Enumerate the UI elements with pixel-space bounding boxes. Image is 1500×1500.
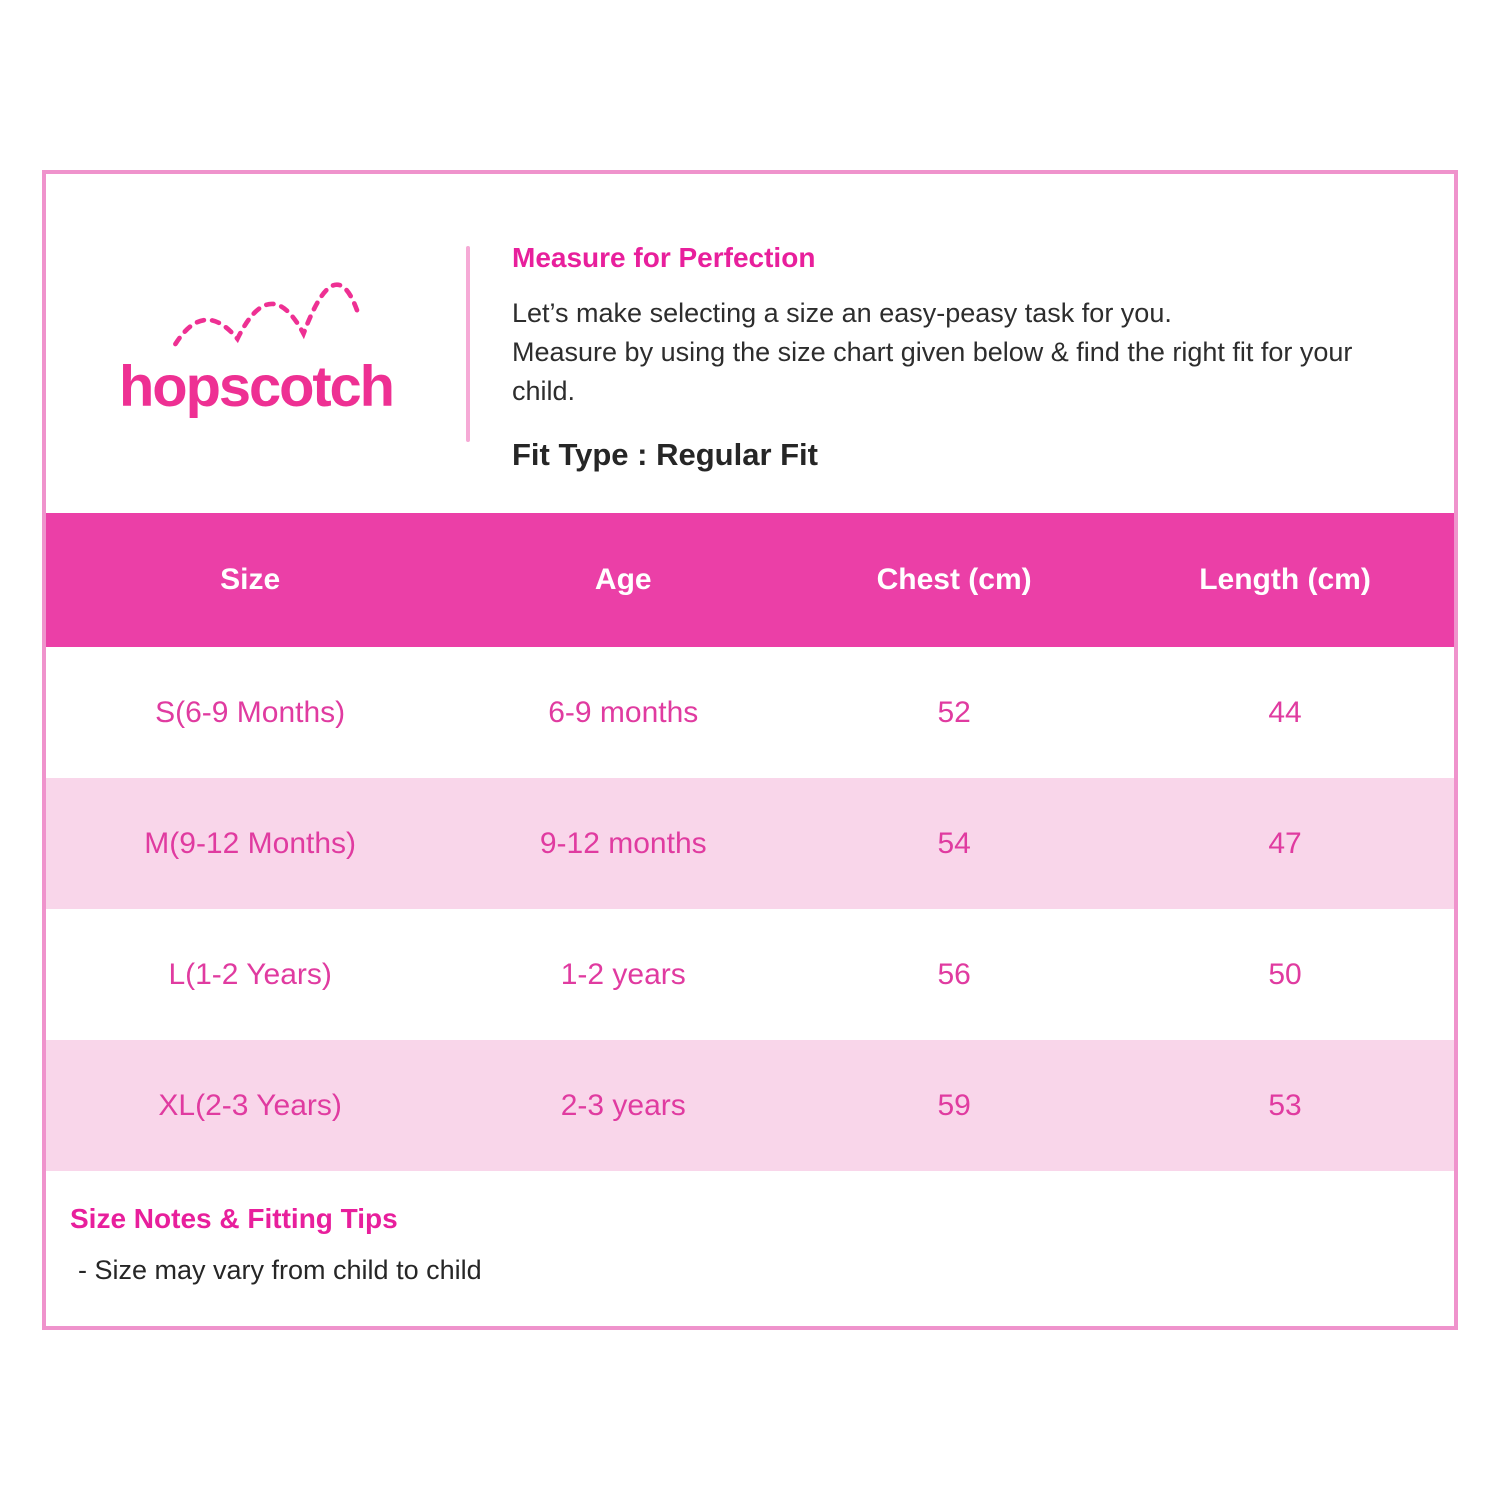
notes-section (46, 1171, 1454, 1286)
size-table (46, 513, 1454, 1171)
header-age: Age (454, 513, 792, 647)
intro-section (46, 174, 1454, 513)
table-cell: 6-9 months (454, 647, 792, 778)
logo-bounce-arcs-icon (175, 284, 359, 343)
intro-text-block (470, 174, 1454, 513)
table-row (46, 1040, 1454, 1171)
table-row (46, 778, 1454, 909)
notes-heading: Size Notes & Fitting Tips (70, 1203, 398, 1234)
table-row (46, 909, 1454, 1040)
size-table-header-row (46, 513, 1454, 647)
table-cell: XL(2-3 Years) (46, 1040, 454, 1171)
table-cell: 59 (792, 1040, 1116, 1171)
table-row (46, 647, 1454, 778)
header-size: Size (46, 513, 454, 647)
table-cell: 54 (792, 778, 1116, 909)
brand-logo (46, 174, 466, 513)
table-cell: 1-2 years (454, 909, 792, 1040)
table-cell: 9-12 months (454, 778, 792, 909)
table-cell: 53 (1116, 1040, 1454, 1171)
table-cell: M(9-12 Months) (46, 778, 454, 909)
table-cell: S(6-9 Months) (46, 647, 454, 778)
table-cell: 44 (1116, 647, 1454, 778)
table-cell: 56 (792, 909, 1116, 1040)
note-item: - Size may vary from child to child (78, 1255, 482, 1285)
fit-type-label: Fit Type : Regular Fit (512, 437, 818, 473)
size-chart-frame (42, 170, 1458, 1330)
logo-text: hopscotch (119, 354, 393, 419)
table-cell: 47 (1116, 778, 1454, 909)
table-cell: 52 (792, 647, 1116, 778)
intro-line2: Measure by using the size chart given below & find the right fit for your child. (512, 337, 1353, 407)
header-chest: Chest (cm) (792, 513, 1116, 647)
header-length: Length (cm) (1116, 513, 1454, 647)
hopscotch-logo-icon (101, 239, 411, 449)
table-cell: 50 (1116, 909, 1454, 1040)
intro-heading: Measure for Perfection (512, 242, 816, 273)
table-cell: 2-3 years (454, 1040, 792, 1171)
intro-line1: Let’s make selecting a size an easy-peasy task for you. (512, 298, 1172, 328)
table-cell: L(1-2 Years) (46, 909, 454, 1040)
size-table-body (46, 647, 1454, 1171)
